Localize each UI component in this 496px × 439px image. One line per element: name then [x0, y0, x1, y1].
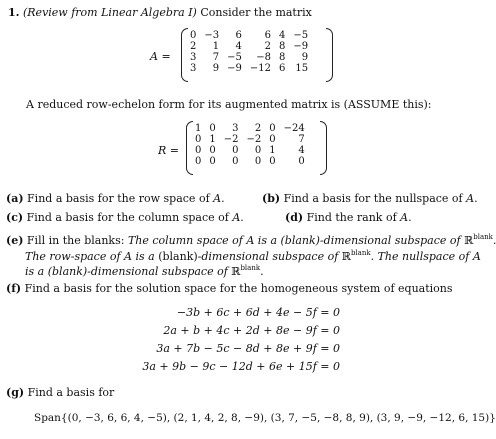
matrix-r-cell-entry: 0	[195, 134, 202, 145]
part-e-tag: (e)	[6, 234, 24, 247]
part-c-text: Find a basis for the column space of	[26, 211, 233, 224]
matrix-a-cell-entry: 4	[278, 30, 286, 41]
part-b-tag: (b)	[262, 192, 281, 205]
part-e-nullspace-lead: . The nullspace of A	[370, 250, 481, 263]
matrix-r-cell-row	[191, 156, 309, 167]
matrix-a-cell-row	[186, 63, 312, 74]
matrix-a-cell-entry: 9	[212, 63, 220, 74]
part-d-text: Find the rank of	[306, 211, 401, 224]
matrix-a-cell-entry: −8	[256, 52, 271, 63]
part-g-text: Find a basis for	[27, 386, 115, 399]
part-e-line1	[6, 231, 496, 247]
matrix-r-cell-entry: 7	[298, 134, 305, 145]
matrix-a-cell-row	[186, 52, 312, 63]
part-b-end: .	[474, 192, 478, 205]
matrix-a-cell-entry: 15	[295, 63, 309, 74]
blank-superscript: blank	[473, 233, 493, 241]
part-e-line3	[25, 262, 264, 278]
matrix-a-cell-entry: 4	[235, 41, 242, 52]
matrix-a-cell-entry: −12	[249, 63, 271, 74]
matrix-a-label: A =	[150, 50, 171, 63]
matrix-a-cell-entry: 8	[278, 41, 286, 52]
part-a-var: A	[213, 192, 222, 205]
matrix-a-cell-entry: −3	[204, 30, 220, 41]
matrix-r-cell-entry: 4	[298, 145, 305, 156]
part-e-line2	[25, 247, 481, 263]
problem-intro: Consider the matrix	[200, 6, 312, 19]
matrix-r-cell-entry: 0	[269, 156, 276, 167]
part-a-tag: (a)	[6, 192, 24, 205]
reals-symbol: ℝ	[464, 234, 474, 247]
matrix-r-cell-entry: 1	[195, 123, 202, 134]
part-c-end: .	[240, 211, 244, 224]
part-a	[6, 192, 225, 205]
part-b	[262, 192, 478, 205]
reals-symbol: ℝ	[341, 250, 351, 263]
matrix-r-cell-entry: 0	[209, 145, 216, 156]
matrix-r-cell-entry: −2	[223, 134, 239, 145]
part-e-nullspace: is a (blank)-dimensional subspace of	[25, 265, 232, 278]
matrix-a	[186, 30, 312, 74]
part-f	[6, 282, 453, 295]
matrix-r-cell-entry: −24	[283, 123, 305, 134]
matrix-a-cell-entry: 3	[190, 63, 197, 74]
part-d-tag: (d)	[285, 211, 304, 224]
matrix-r-cell-row	[191, 123, 309, 134]
matrix-r-cell-entry: 0	[269, 134, 276, 145]
part-a-text: Find a basis for the row space of	[27, 192, 214, 205]
part-g-tag: (g)	[6, 386, 25, 399]
matrix-a-cell-entry: 0	[190, 30, 197, 41]
part-f-tag: (f)	[6, 282, 22, 295]
matrix-a-cell-entry: 7	[212, 52, 220, 63]
part-d-var: A	[400, 211, 409, 224]
problem-number: 1.	[8, 6, 20, 19]
matrix-r-cell-entry: 0	[269, 123, 276, 134]
matrix-r-cell-entry: 0	[254, 145, 262, 156]
part-d	[285, 211, 412, 224]
matrix-r-cell-entry: 1	[269, 145, 276, 156]
blank-superscript: blank	[350, 249, 371, 257]
matrix-r-cell-entry: 0	[254, 156, 262, 167]
matrix-r-cell-entry: 0	[195, 145, 202, 156]
matrix-a-right-paren	[326, 28, 333, 82]
matrix-r-cell-entry: 0	[209, 123, 216, 134]
matrix-a-cell-entry: 6	[264, 30, 271, 41]
matrix-r	[191, 123, 309, 167]
part-g	[6, 386, 114, 399]
problem-source: (Review from Linear Algebra I)	[22, 6, 197, 19]
matrix-a-cell-entry: 1	[212, 41, 220, 52]
matrix-a-cell-entry: 2	[264, 41, 271, 52]
part-e-row-space-b: -dimensional subspace of	[197, 250, 342, 263]
equation-1: −3b + 6c + 6d + 4e − 5f = 0	[176, 306, 340, 319]
part-e-column-space: The column space of A is a (blank)-dimensional subspace of	[127, 234, 465, 247]
part-c-tag: (c)	[6, 211, 24, 224]
part-d-end: .	[408, 211, 412, 224]
matrix-a-cell-entry: −9	[227, 63, 242, 74]
matrix-r-cell-entry: 0	[232, 145, 239, 156]
matrix-a-cell-entry: −5	[293, 30, 309, 41]
matrix-a-cell-entry: 9	[301, 52, 309, 63]
equation-4: 3a + 9b − 9c − 12d + 6e + 15f = 0	[142, 360, 340, 373]
equation-2: 2a + b + 4c + 2d + 8e − 9f = 0	[163, 324, 340, 337]
matrix-r-label: R =	[158, 144, 179, 157]
blank-superscript: blank	[240, 264, 261, 272]
matrix-a-cell-entry: −5	[227, 52, 242, 63]
part-e-lead: Fill in the blanks:	[26, 234, 128, 247]
part-e-blank: (blank)	[158, 250, 198, 263]
matrix-r-cell-entry: 2	[254, 123, 262, 134]
problem-header	[8, 6, 312, 19]
matrix-a-cell-entry: 3	[190, 52, 197, 63]
matrix-a-cell-row	[186, 30, 312, 41]
part-a-end: .	[221, 192, 225, 205]
part-e-period: .	[260, 265, 264, 278]
part-e-row-space: The row-space of A is a	[25, 250, 159, 263]
matrix-a-cell-entry: 8	[278, 52, 286, 63]
matrix-r-cell-entry: 0	[195, 156, 202, 167]
part-c	[6, 211, 244, 224]
matrix-r-cell-entry: 0	[232, 156, 239, 167]
matrix-r-cell-row	[191, 134, 309, 145]
part-b-var: A	[466, 192, 475, 205]
matrix-r-cell-entry: 0	[298, 156, 305, 167]
matrix-r-cell-entry: 3	[232, 123, 239, 134]
reals-symbol: ℝ	[231, 265, 241, 278]
matrix-a-cell-entry: 2	[190, 41, 197, 52]
matrix-a-cell-entry: 6	[278, 63, 286, 74]
matrix-r-cell-entry: 1	[209, 134, 216, 145]
matrix-a-cell-entry: −9	[293, 41, 309, 52]
matrix-a-cell-entry: 6	[235, 30, 242, 41]
rref-sentence: A reduced row-echelon form for its augmented matrix is (ASSUME this):	[26, 98, 432, 111]
matrix-r-cell-row	[191, 145, 309, 156]
part-b-text: Find a basis for the nullspace of	[283, 192, 467, 205]
matrix-r-right-paren	[320, 121, 327, 175]
equation-3: 3a + 7b − 5c − 8d + 8e + 9f = 0	[156, 342, 340, 355]
matrix-r-cell-entry: 0	[209, 156, 216, 167]
matrix-r-cell-entry: −2	[246, 134, 262, 145]
part-c-var: A	[232, 211, 241, 224]
matrix-a-cell-row	[186, 41, 312, 52]
part-f-text: Find a basis for the solution space for the homogeneous system of equations	[24, 282, 453, 295]
span-expression: Span{(0, −3, 6, 6, 4, −5), (2, 1, 4, 2, 8, −9), (3, 7, −5, −8, 8, 9), (3, 9, −9, −12, 6, 15)}	[34, 412, 496, 424]
